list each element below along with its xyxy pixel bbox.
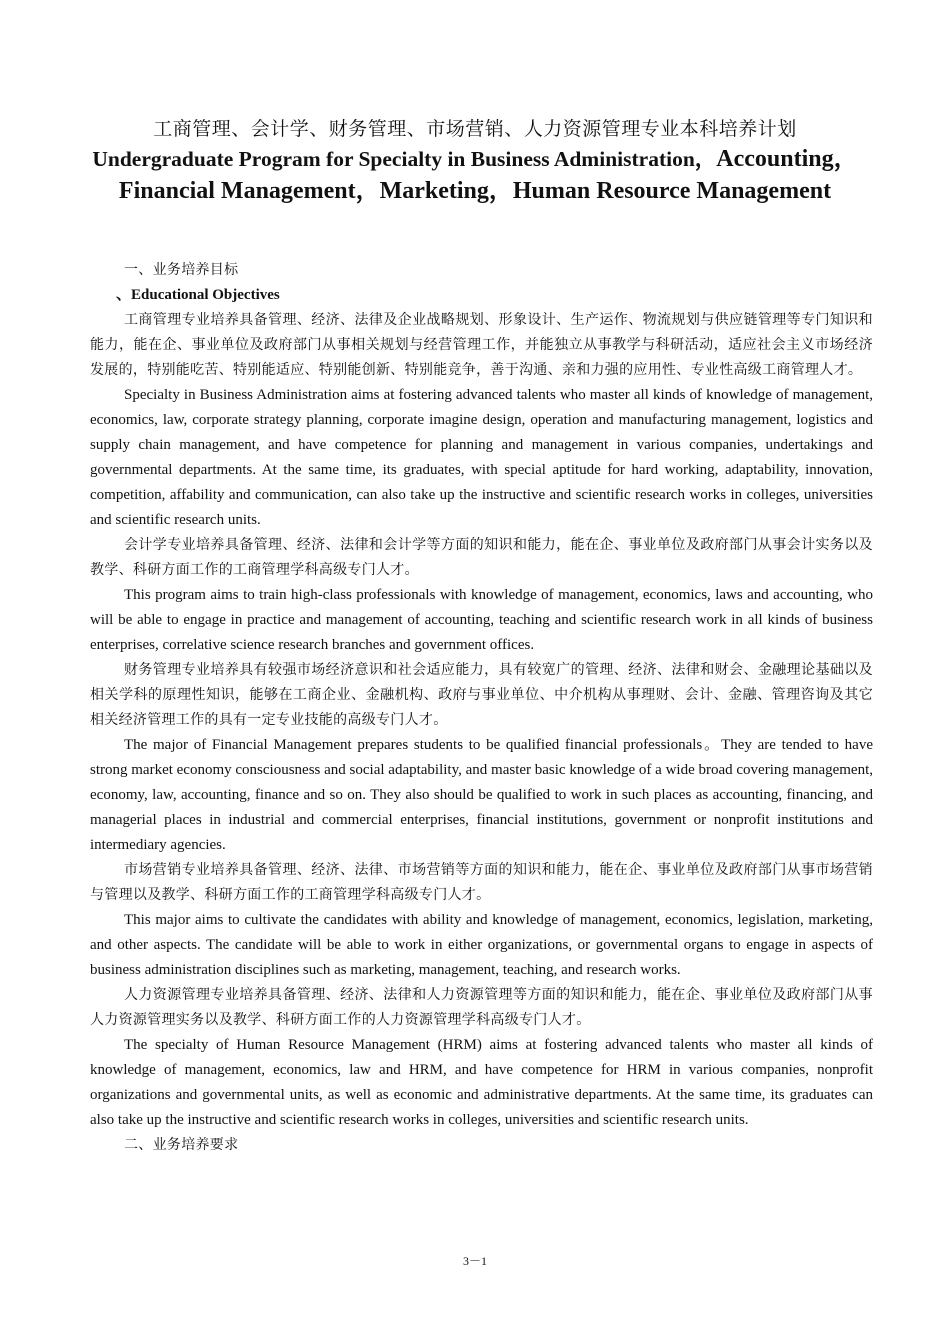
paragraph-hrm-en: The specialty of Human Resource Management (HRM) aims at fostering advanced talents who master all kinds of knowledge of management, economics, law and HRM, and have competence for HRM in various companies, nonprofit organizations and governmental units, as well as economic and administrative departments. At the same time, its graduates can also take up the instructive and scientific research works in colleges, universities and scientific research units. <box>90 1037 873 1128</box>
page-number: 3－1 <box>462 1254 487 1268</box>
paragraph-accounting-cn: 会计学专业培养具备管理、经济、法律和会计学等方面的知识和能力，能在企、事业单位及政府部门从事会计实务以及教学、科研方面工作的工商管理学科高级专门人才。 <box>90 537 873 578</box>
section-heading-objectives-cn: 一、业务培养目标 <box>124 262 239 278</box>
document-body <box>90 258 873 1158</box>
paragraph-hrm-cn: 人力资源管理专业培养具备管理、经济、法律和人力资源管理等方面的知识和能力，能在企、事业单位及政府部门从事人力资源管理实务以及教学、科研方面工作的人力资源管理学科高级专门人才。 <box>90 987 873 1028</box>
section-heading-objectives-en: 、Educational Objectives <box>116 287 280 303</box>
paragraph-accounting-en: This program aims to train high-class professionals with knowledge of management, economics, laws and accounting, who will be able to engage in practice and management of accounting, teaching and scientific research work in all kinds of business enterprises, correlative science research branches and government offices. <box>90 587 873 653</box>
paragraph-business-admin-en: Specialty in Business Administration aims at fostering advanced talents who master all kinds of knowledge of management, economics, law, corporate strategy planning, corporate imagine design, operation and manufacturing management, logistics and supply chain management, and have competence for planning and management in various companies, undertakings and governmental departments. At the same time, its graduates, with special aptitude for hard working, adaptability, innovation, competition, affability and communication, can also take up the instructive and scientific research works in colleges, universities and scientific research units. <box>90 387 873 528</box>
paragraph-financial-management-cn: 财务管理专业培养具有较强市场经济意识和社会适应能力，具有较宽广的管理、经济、法律和财会、金融理论基础以及相关学科的原理性知识，能够在工商企业、金融机构、政府与事业单位、中介机构从事理财、会计、金融、管理咨询及其它相关经济管理工作的具有一定专业技能的高级专门人才。 <box>90 662 873 728</box>
title-en-part2: Accounting， <box>716 146 858 172</box>
title-en-line2: Financial Management，Marketing，Human Resource Management <box>118 178 832 204</box>
paragraph-financial-management-en: The major of Financial Management prepares students to be qualified financial professionals。They are tended to have strong market economy consciousness and social adaptability, and master basic knowledge of a wide broad covering management, economy, law, accounting, finance and so on. They also should be qualified to work in such places as accounting, financing, and managerial places in industrial and commercial enterprises, financial institutions, government or nonprofit institutions and intermediary agencies. <box>90 737 873 853</box>
paragraph-marketing-en: This major aims to cultivate the candidates with ability and knowledge of management, economics, legislation, marketing, and other aspects. The candidate will be able to work in either organizations, or governmental organs to engage in aspects of business administration disciplines such as marketing, management, teaching, and research works. <box>90 912 873 978</box>
section-heading-requirements-cn: 二、业务培养要求 <box>124 1137 239 1153</box>
page-title-english <box>60 143 890 207</box>
paragraph-business-admin-cn: 工商管理专业培养具备管理、经济、法律及企业战略规划、形象设计、生产运作、物流规划与供应链管理等专门知识和能力，能在企、事业单位及政府部门从事相关规划与经营管理工作，并能独立从事教学与科研活动，适应社会主义市场经济发展的，特别能吃苦、特别能适应、特别能创新、特别能竞争，善于沟通、亲和力强的应用性、专业性高级工商管理人才。 <box>90 312 873 378</box>
page-title-chinese: 工商管理、会计学、财务管理、市场营销、人力资源管理专业本科培养计划 <box>153 118 797 140</box>
title-en-part1: Undergraduate Program for Specialty in Business Administration， <box>92 147 717 171</box>
paragraph-marketing-cn: 市场营销专业培养具备管理、经济、法律、市场营销等方面的知识和能力，能在企、事业单位及政府部门从事市场营销与管理以及教学、科研方面工作的工商管理学科高级专门人才。 <box>90 862 873 903</box>
